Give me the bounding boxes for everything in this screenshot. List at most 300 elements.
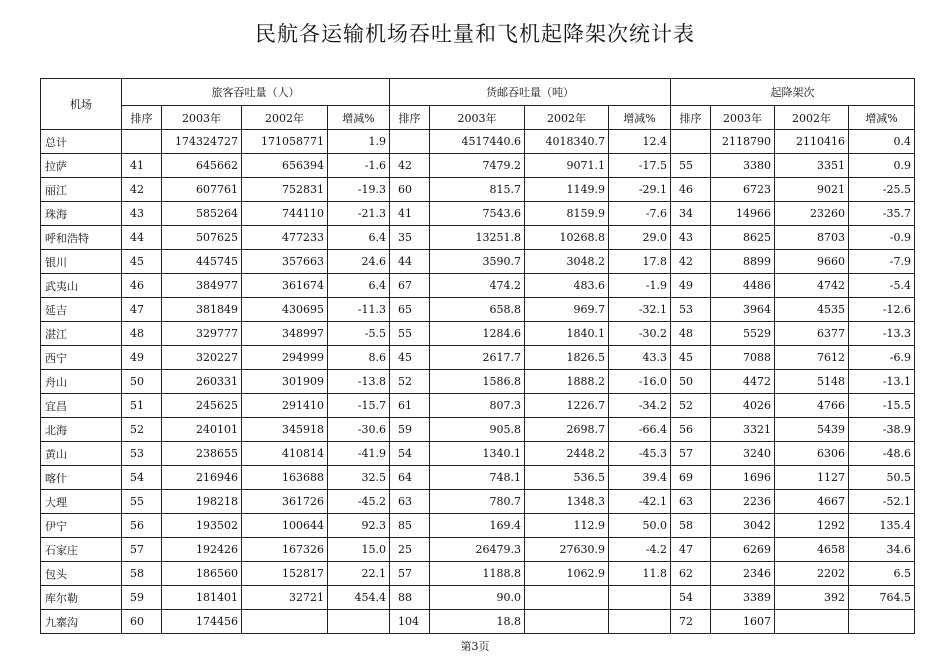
airport-name: 喀什: [41, 466, 122, 490]
passengers-2003: 238655: [162, 442, 242, 466]
cargo-change: -32.1: [609, 298, 671, 322]
cargo-change: 12.4: [609, 130, 671, 154]
passenger-rank: 57: [122, 538, 162, 562]
passengers-2003: 381849: [162, 298, 242, 322]
table-row: [41, 250, 915, 274]
cargo-rank: 64: [390, 466, 430, 490]
cargo-rank: 61: [390, 394, 430, 418]
passengers-2003: 198218: [162, 490, 242, 514]
page-title: 民航各运输机场吞吐量和飞机起降架次统计表: [255, 22, 695, 46]
flights-2003: 2346: [711, 562, 775, 586]
passengers-2002: 167326: [242, 538, 328, 562]
flights-2002: 2202: [775, 562, 849, 586]
flights-2003: 3240: [711, 442, 775, 466]
flights-rank: 52: [671, 394, 711, 418]
flights-rank: 48: [671, 322, 711, 346]
passengers-2003: 320227: [162, 346, 242, 370]
flights-2002: 1292: [775, 514, 849, 538]
flights-change: -12.6: [849, 298, 915, 322]
passenger-rank: 49: [122, 346, 162, 370]
table-row: [41, 610, 915, 634]
cargo-2003: 1284.6: [430, 322, 525, 346]
table-row: [41, 586, 915, 610]
passenger-rank: 58: [122, 562, 162, 586]
flights-rank: 43: [671, 226, 711, 250]
cargo-change: -29.1: [609, 178, 671, 202]
flights-2002: 9660: [775, 250, 849, 274]
flights-2002: 4667: [775, 490, 849, 514]
cargo-2003: 4517440.6: [430, 130, 525, 154]
passengers-2003: 260331: [162, 370, 242, 394]
passengers-2002: 163688: [242, 466, 328, 490]
passenger-rank: 44: [122, 226, 162, 250]
flights-rank: 47: [671, 538, 711, 562]
flights-change: -6.9: [849, 346, 915, 370]
cargo-change: -4.2: [609, 538, 671, 562]
airport-name: 呼和浩特: [41, 226, 122, 250]
airport-name: 湛江: [41, 322, 122, 346]
header-2003: 2003年: [430, 106, 525, 130]
passengers-change: -5.5: [328, 322, 390, 346]
cargo-change: -66.4: [609, 418, 671, 442]
passengers-2003: 193502: [162, 514, 242, 538]
cargo-2002: 112.9: [525, 514, 609, 538]
cargo-2002: 483.6: [525, 274, 609, 298]
flights-2002: 392: [775, 586, 849, 610]
flights-rank: 58: [671, 514, 711, 538]
flights-rank: 56: [671, 418, 711, 442]
cargo-rank: 85: [390, 514, 430, 538]
flights-rank: 69: [671, 466, 711, 490]
statistics-table: [40, 78, 915, 634]
passengers-2002: [242, 610, 328, 634]
flights-2002: 5439: [775, 418, 849, 442]
flights-2003: 3964: [711, 298, 775, 322]
flights-change: 6.5: [849, 562, 915, 586]
table-row: [41, 514, 915, 538]
flights-change: -5.4: [849, 274, 915, 298]
cargo-rank: 60: [390, 178, 430, 202]
flights-change: 764.5: [849, 586, 915, 610]
airport-name: 拉萨: [41, 154, 122, 178]
flights-2003: 5529: [711, 322, 775, 346]
cargo-2003: 905.8: [430, 418, 525, 442]
flights-2002: 7612: [775, 346, 849, 370]
passenger-rank: [122, 130, 162, 154]
flights-2003: 3389: [711, 586, 775, 610]
passengers-change: [328, 610, 390, 634]
cargo-2002: 1826.5: [525, 346, 609, 370]
passengers-change: -19.3: [328, 178, 390, 202]
cargo-2002: 1348.3: [525, 490, 609, 514]
passengers-2003: 384977: [162, 274, 242, 298]
passengers-2002: 752831: [242, 178, 328, 202]
flights-change: -35.7: [849, 202, 915, 226]
flights-2003: 4486: [711, 274, 775, 298]
header-change: 增减%: [609, 106, 671, 130]
flights-rank: 72: [671, 610, 711, 634]
cargo-2003: 7479.2: [430, 154, 525, 178]
cargo-change: 29.0: [609, 226, 671, 250]
flights-rank: 42: [671, 250, 711, 274]
flights-rank: 49: [671, 274, 711, 298]
cargo-2002: 9071.1: [525, 154, 609, 178]
flights-rank: 55: [671, 154, 711, 178]
airport-name: 丽江: [41, 178, 122, 202]
cargo-rank: 45: [390, 346, 430, 370]
flights-change: -0.9: [849, 226, 915, 250]
flights-2002: 2110416: [775, 130, 849, 154]
passenger-rank: 56: [122, 514, 162, 538]
passengers-2002: 357663: [242, 250, 328, 274]
flights-change: [849, 610, 915, 634]
table-row: [41, 418, 915, 442]
passengers-change: 22.1: [328, 562, 390, 586]
cargo-2003: 1340.1: [430, 442, 525, 466]
flights-2003: 1696: [711, 466, 775, 490]
passengers-change: 6.4: [328, 226, 390, 250]
flights-2003: 2118790: [711, 130, 775, 154]
cargo-change: 11.8: [609, 562, 671, 586]
passengers-2003: 174324727: [162, 130, 242, 154]
passengers-change: 15.0: [328, 538, 390, 562]
passengers-2002: 430695: [242, 298, 328, 322]
flights-2002: 4742: [775, 274, 849, 298]
flights-change: -13.1: [849, 370, 915, 394]
passengers-change: 32.5: [328, 466, 390, 490]
cargo-change: -30.2: [609, 322, 671, 346]
cargo-rank: 42: [390, 154, 430, 178]
airport-name: 武夷山: [41, 274, 122, 298]
cargo-rank: 41: [390, 202, 430, 226]
cargo-2003: 780.7: [430, 490, 525, 514]
flights-2003: 3321: [711, 418, 775, 442]
passenger-rank: 50: [122, 370, 162, 394]
flights-rank: 46: [671, 178, 711, 202]
flights-2003: 2236: [711, 490, 775, 514]
cargo-rank: 25: [390, 538, 430, 562]
flights-change: -15.5: [849, 394, 915, 418]
cargo-2002: 27630.9: [525, 538, 609, 562]
flights-2002: 6306: [775, 442, 849, 466]
passenger-rank: 51: [122, 394, 162, 418]
passengers-change: -13.8: [328, 370, 390, 394]
flights-2002: 4766: [775, 394, 849, 418]
passengers-change: 92.3: [328, 514, 390, 538]
cargo-change: -17.5: [609, 154, 671, 178]
passengers-2002: 477233: [242, 226, 328, 250]
airport-name: 伊宁: [41, 514, 122, 538]
passengers-2002: 152817: [242, 562, 328, 586]
cargo-2003: 26479.3: [430, 538, 525, 562]
cargo-change: 39.4: [609, 466, 671, 490]
passengers-2002: 361726: [242, 490, 328, 514]
cargo-change: 50.0: [609, 514, 671, 538]
cargo-change: -1.9: [609, 274, 671, 298]
passengers-2002: 348997: [242, 322, 328, 346]
flights-rank: 57: [671, 442, 711, 466]
cargo-2002: 969.7: [525, 298, 609, 322]
cargo-rank: 88: [390, 586, 430, 610]
cargo-2003: 13251.8: [430, 226, 525, 250]
header-2003: 2003年: [162, 106, 242, 130]
cargo-2003: 658.8: [430, 298, 525, 322]
airport-name: 大理: [41, 490, 122, 514]
table-row: [41, 346, 915, 370]
header-row-columns: [41, 106, 915, 130]
flights-change: -52.1: [849, 490, 915, 514]
total-row: [41, 130, 915, 154]
cargo-change: -7.6: [609, 202, 671, 226]
passenger-rank: 47: [122, 298, 162, 322]
passengers-2002: 361674: [242, 274, 328, 298]
cargo-change: 43.3: [609, 346, 671, 370]
table-row: [41, 370, 915, 394]
flights-2002: 4535: [775, 298, 849, 322]
cargo-rank: 67: [390, 274, 430, 298]
page-number: 第3页: [460, 640, 490, 653]
flights-2003: 8625: [711, 226, 775, 250]
passenger-rank: 45: [122, 250, 162, 274]
passengers-2003: 585264: [162, 202, 242, 226]
flights-2003: 14966: [711, 202, 775, 226]
passengers-2003: 329777: [162, 322, 242, 346]
flights-2003: 7088: [711, 346, 775, 370]
passengers-2003: 240101: [162, 418, 242, 442]
airport-name: 延吉: [41, 298, 122, 322]
flights-change: -7.9: [849, 250, 915, 274]
cargo-2002: 2698.7: [525, 418, 609, 442]
header-cargo: 货邮吞吐量（吨）: [390, 79, 671, 106]
passengers-change: -45.2: [328, 490, 390, 514]
cargo-2003: 1586.8: [430, 370, 525, 394]
header-flights: 起降架次: [671, 79, 915, 106]
passengers-2003: 445745: [162, 250, 242, 274]
cargo-2003: 1188.8: [430, 562, 525, 586]
table-body: [41, 130, 915, 634]
passengers-2003: 174456: [162, 610, 242, 634]
table-row: [41, 322, 915, 346]
flights-2003: 4026: [711, 394, 775, 418]
flights-2002: 8703: [775, 226, 849, 250]
table-row: [41, 394, 915, 418]
flights-change: -13.3: [849, 322, 915, 346]
passengers-2002: 410814: [242, 442, 328, 466]
passenger-rank: 43: [122, 202, 162, 226]
table-row: [41, 466, 915, 490]
airport-name: 总计: [41, 130, 122, 154]
passenger-rank: 60: [122, 610, 162, 634]
cargo-2003: 748.1: [430, 466, 525, 490]
cargo-rank: 35: [390, 226, 430, 250]
flights-2003: 6269: [711, 538, 775, 562]
flights-change: 135.4: [849, 514, 915, 538]
cargo-2003: 815.7: [430, 178, 525, 202]
airport-name: 九寨沟: [41, 610, 122, 634]
flights-2003: 8899: [711, 250, 775, 274]
header-airport: 机场: [41, 79, 122, 130]
flights-rank: 53: [671, 298, 711, 322]
passengers-2002: 100644: [242, 514, 328, 538]
cargo-2002: 4018340.7: [525, 130, 609, 154]
passenger-rank: 54: [122, 466, 162, 490]
table-row: [41, 298, 915, 322]
flights-2002: 4658: [775, 538, 849, 562]
cargo-2002: 1888.2: [525, 370, 609, 394]
flights-2002: 23260: [775, 202, 849, 226]
cargo-2002: 3048.2: [525, 250, 609, 274]
flights-2003: 1607: [711, 610, 775, 634]
passengers-2003: 607761: [162, 178, 242, 202]
flights-2003: 3380: [711, 154, 775, 178]
header-2002: 2002年: [775, 106, 849, 130]
flights-rank: [671, 130, 711, 154]
cargo-2002: 1149.9: [525, 178, 609, 202]
flights-change: -48.6: [849, 442, 915, 466]
cargo-2002: 1062.9: [525, 562, 609, 586]
cargo-2002: 8159.9: [525, 202, 609, 226]
passengers-change: -15.7: [328, 394, 390, 418]
passengers-change: -11.3: [328, 298, 390, 322]
passengers-2002: 291410: [242, 394, 328, 418]
table-row: [41, 226, 915, 250]
cargo-rank: 54: [390, 442, 430, 466]
flights-rank: 34: [671, 202, 711, 226]
header-2002: 2002年: [525, 106, 609, 130]
table-row: [41, 178, 915, 202]
header-row-groups: [41, 79, 915, 106]
table-row: [41, 274, 915, 298]
flights-2003: 4472: [711, 370, 775, 394]
cargo-rank: 63: [390, 490, 430, 514]
flights-change: -38.9: [849, 418, 915, 442]
airport-name: 包头: [41, 562, 122, 586]
passengers-2002: 345918: [242, 418, 328, 442]
header-rank: 排序: [122, 106, 162, 130]
flights-2002: 6377: [775, 322, 849, 346]
passenger-rank: 53: [122, 442, 162, 466]
cargo-change: [609, 610, 671, 634]
table-row: [41, 442, 915, 466]
header-rank: 排序: [671, 106, 711, 130]
cargo-2003: 2617.7: [430, 346, 525, 370]
flights-2003: 6723: [711, 178, 775, 202]
cargo-2003: 807.3: [430, 394, 525, 418]
flights-2002: 9021: [775, 178, 849, 202]
passengers-change: 1.9: [328, 130, 390, 154]
passengers-2002: 32721: [242, 586, 328, 610]
passenger-rank: 55: [122, 490, 162, 514]
airport-name: 北海: [41, 418, 122, 442]
cargo-2002: [525, 610, 609, 634]
flights-2002: [775, 610, 849, 634]
passenger-rank: 48: [122, 322, 162, 346]
cargo-2002: 1840.1: [525, 322, 609, 346]
cargo-2002: [525, 586, 609, 610]
cargo-2002: 2448.2: [525, 442, 609, 466]
flights-rank: 54: [671, 586, 711, 610]
table-row: [41, 538, 915, 562]
cargo-change: -45.3: [609, 442, 671, 466]
flights-change: 34.6: [849, 538, 915, 562]
cargo-change: -34.2: [609, 394, 671, 418]
cargo-rank: 57: [390, 562, 430, 586]
passengers-change: -1.6: [328, 154, 390, 178]
airport-name: 舟山: [41, 370, 122, 394]
passengers-2002: 656394: [242, 154, 328, 178]
passengers-2002: 171058771: [242, 130, 328, 154]
passengers-2003: 507625: [162, 226, 242, 250]
cargo-change: 17.8: [609, 250, 671, 274]
table-row: [41, 202, 915, 226]
passenger-rank: 41: [122, 154, 162, 178]
flights-rank: 63: [671, 490, 711, 514]
table-row: [41, 490, 915, 514]
passengers-change: -30.6: [328, 418, 390, 442]
flights-2002: 3351: [775, 154, 849, 178]
passengers-change: 8.6: [328, 346, 390, 370]
passengers-change: 454.4: [328, 586, 390, 610]
flights-change: -25.5: [849, 178, 915, 202]
passengers-change: -41.9: [328, 442, 390, 466]
header-passengers: 旅客吞吐量（人）: [122, 79, 390, 106]
passengers-2003: 186560: [162, 562, 242, 586]
passengers-2003: 181401: [162, 586, 242, 610]
header-rank: 排序: [390, 106, 430, 130]
flights-2002: 5148: [775, 370, 849, 394]
cargo-2003: 169.4: [430, 514, 525, 538]
passengers-2003: 645662: [162, 154, 242, 178]
cargo-rank: 104: [390, 610, 430, 634]
header-change: 增减%: [849, 106, 915, 130]
cargo-2002: 1226.7: [525, 394, 609, 418]
passengers-2002: 294999: [242, 346, 328, 370]
passengers-2003: 245625: [162, 394, 242, 418]
flights-2003: 3042: [711, 514, 775, 538]
flights-2002: 1127: [775, 466, 849, 490]
flights-rank: 50: [671, 370, 711, 394]
flights-change: 0.9: [849, 154, 915, 178]
passenger-rank: 52: [122, 418, 162, 442]
table-row: [41, 562, 915, 586]
header-2003: 2003年: [711, 106, 775, 130]
cargo-rank: 59: [390, 418, 430, 442]
header-2002: 2002年: [242, 106, 328, 130]
cargo-2002: 10268.8: [525, 226, 609, 250]
passengers-change: -21.3: [328, 202, 390, 226]
passenger-rank: 59: [122, 586, 162, 610]
airport-name: 珠海: [41, 202, 122, 226]
header-change: 增减%: [328, 106, 390, 130]
cargo-rank: 52: [390, 370, 430, 394]
flights-change: 0.4: [849, 130, 915, 154]
passengers-change: 6.4: [328, 274, 390, 298]
airport-name: 库尔勒: [41, 586, 122, 610]
passengers-2002: 744110: [242, 202, 328, 226]
passengers-change: 24.6: [328, 250, 390, 274]
cargo-2003: 18.8: [430, 610, 525, 634]
passenger-rank: 42: [122, 178, 162, 202]
table-row: [41, 154, 915, 178]
cargo-rank: 44: [390, 250, 430, 274]
cargo-change: -16.0: [609, 370, 671, 394]
cargo-2003: 7543.6: [430, 202, 525, 226]
cargo-change: [609, 586, 671, 610]
passengers-2003: 192426: [162, 538, 242, 562]
cargo-2002: 536.5: [525, 466, 609, 490]
cargo-rank: [390, 130, 430, 154]
flights-rank: 62: [671, 562, 711, 586]
